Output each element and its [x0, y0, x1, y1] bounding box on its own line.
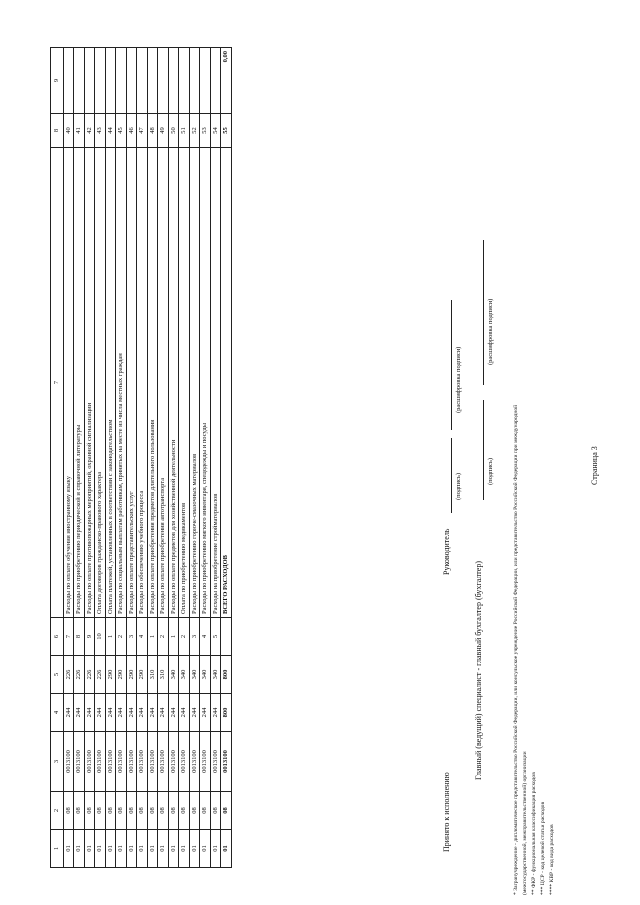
page-number: Страница 3: [590, 446, 599, 485]
chief-signature-line: [483, 400, 484, 500]
table-cell-col-2: 08: [200, 792, 210, 830]
table-cell-col-7: Оплата договоров гражданско-правового характера: [95, 148, 105, 618]
table-cell-col-3: 0013100: [168, 732, 178, 792]
table-cell-col-5: 290: [116, 656, 126, 694]
table-row: [95, 48, 105, 868]
table-cell-col-5: 290: [137, 656, 147, 694]
table-cell-col-1: 01: [64, 830, 74, 868]
table-cell-col-7: Расходы по социальным выплатам работникам, принятых на месте из числа местных граждан: [116, 148, 126, 618]
table-cell-col-4: 244: [74, 694, 84, 732]
head-name-caption: (расшифровка подписи): [455, 346, 462, 413]
table-cell-col-4: 244: [179, 694, 189, 732]
table-cell-col-1: 01: [105, 830, 115, 868]
table-cell-col-9: [147, 48, 157, 114]
table-cell-col-2: 08: [168, 792, 178, 830]
table-cell-col-7: Расходы по приобретению горюче-смазочных материалов: [189, 148, 199, 618]
table-cell-col-3: 3: [51, 732, 64, 792]
table-cell-col-4: 244: [126, 694, 136, 732]
table-cell-col-6: 6: [51, 618, 64, 656]
expense-table: [50, 47, 232, 868]
table-cell-col-6: 2: [116, 618, 126, 656]
table-cell-col-9: [179, 48, 189, 114]
table-cell-col-8: 55: [221, 114, 231, 148]
table-row: [64, 48, 74, 868]
table-cell-col-4: 800: [221, 694, 231, 732]
table-cell-col-4: 244: [64, 694, 74, 732]
table-cell-col-7: Расходы по приобретению периодической и справочной литературы: [74, 148, 84, 618]
table-cell-col-8: 40: [64, 114, 74, 148]
table-cell-col-6: 3: [189, 618, 199, 656]
table-cell-col-6: [221, 618, 231, 656]
table-cell-col-3: 0013100: [200, 732, 210, 792]
table-cell-col-1: 01: [147, 830, 157, 868]
table-cell-col-1: 01: [168, 830, 178, 868]
table-cell-col-9: [74, 48, 84, 114]
table-cell-col-2: 08: [189, 792, 199, 830]
table-cell-col-8: 53: [200, 114, 210, 148]
table-cell-col-2: 2: [51, 792, 64, 830]
table-cell-col-6: 1: [147, 618, 157, 656]
table-cell-col-2: 08: [95, 792, 105, 830]
table-cell-col-5: 226: [95, 656, 105, 694]
table-cell-col-4: 244: [105, 694, 115, 732]
table-cell-col-6: 10: [95, 618, 105, 656]
table-cell-col-9: [158, 48, 168, 114]
table-cell-col-3: 0013100: [116, 732, 126, 792]
table-cell-col-4: 244: [200, 694, 210, 732]
table-cell-col-9: 0,00: [221, 48, 231, 114]
table-cell-col-1: 01: [116, 830, 126, 868]
table-cell-col-1: 01: [126, 830, 136, 868]
table-cell-col-8: 45: [116, 114, 126, 148]
table-cell-col-2: 08: [64, 792, 74, 830]
table-cell-col-4: 244: [210, 694, 220, 732]
table-cell-col-5: 290: [105, 656, 115, 694]
table-cell-col-2: 08: [126, 792, 136, 830]
table-cell-col-3: 0013100: [105, 732, 115, 792]
table-cell-col-8: 50: [168, 114, 178, 148]
table-cell-col-8: 8: [51, 114, 64, 148]
table-cell-col-6: 7: [64, 618, 74, 656]
table-cell-col-1: 01: [179, 830, 189, 868]
table-cell-col-9: 9: [51, 48, 64, 114]
table-cell-col-5: 310: [158, 656, 168, 694]
table-cell-col-9: [137, 48, 147, 114]
table-cell-col-7: Расходы по оплате приобретения автотранспорта: [158, 148, 168, 618]
table-cell-col-2: 08: [147, 792, 157, 830]
table-cell-col-2: 08: [221, 792, 231, 830]
table-cell-col-8: 49: [158, 114, 168, 148]
header-row: [51, 48, 64, 868]
table-cell-col-7: Расходы по приобретению мягкого инвентаря, спецодежды и посуды: [200, 148, 210, 618]
table-cell-col-7: Расходы по оплате противопожарных мероприятий, охранной сигнализации: [84, 148, 94, 618]
table-cell-col-3: 0013100: [126, 732, 136, 792]
table-cell-col-6: 2: [158, 618, 168, 656]
table-cell-col-9: [95, 48, 105, 114]
table-cell-col-3: 0013100: [137, 732, 147, 792]
table-cell-col-1: 01: [189, 830, 199, 868]
table-cell-col-3: 0013100: [210, 732, 220, 792]
table-cell-col-4: 244: [84, 694, 94, 732]
table-cell-col-5: 226: [84, 656, 94, 694]
table-cell-col-2: 08: [158, 792, 168, 830]
table-cell-col-4: 244: [189, 694, 199, 732]
table-cell-col-9: [210, 48, 220, 114]
table-cell-col-4: 244: [168, 694, 178, 732]
footnote-4: *** ЦСР - код целевой статьи расходов: [540, 801, 546, 895]
head-signature-caption: (подпись): [455, 473, 462, 500]
table-cell-col-5: 800: [221, 656, 231, 694]
table-row: [158, 48, 168, 868]
table-cell-col-4: 244: [95, 694, 105, 732]
table-row: [147, 48, 157, 868]
total-row: [221, 48, 231, 868]
table-row: [179, 48, 189, 868]
table-cell-col-5: 340: [168, 656, 178, 694]
table-cell-col-5: 340: [200, 656, 210, 694]
table-cell-col-5: 340: [189, 656, 199, 694]
table-row: [189, 48, 199, 868]
table-cell-col-3: 0013100: [95, 732, 105, 792]
footnote-3: ** ФКР - функциональная классификация расходов: [531, 772, 537, 895]
table-cell-col-8: 48: [147, 114, 157, 148]
table-cell-col-1: 1: [51, 830, 64, 868]
table-cell-col-6: 5: [210, 618, 220, 656]
table-row: [210, 48, 220, 868]
head-name-line: [451, 300, 452, 430]
table-cell-col-8: 54: [210, 114, 220, 148]
table-cell-col-2: 08: [116, 792, 126, 830]
table-cell-col-1: 01: [221, 830, 231, 868]
table-cell-col-3: 0013100: [221, 732, 231, 792]
chief-signature-caption: (подпись): [487, 458, 494, 485]
table-cell-col-5: 226: [64, 656, 74, 694]
table-cell-col-4: 4: [51, 694, 64, 732]
table-row: [116, 48, 126, 868]
table-cell-col-1: 01: [210, 830, 220, 868]
head-signature-line: [451, 438, 452, 513]
footnote-5: **** КВР - код вида расходов: [549, 824, 555, 895]
table-row: [126, 48, 136, 868]
accepted-label: Принято к исполнению: [442, 772, 451, 852]
table-cell-col-5: 290: [126, 656, 136, 694]
table-cell-col-2: 08: [105, 792, 115, 830]
table-cell-col-6: 1: [168, 618, 178, 656]
table-cell-col-1: 01: [74, 830, 84, 868]
head-label: Руководитель: [442, 528, 451, 575]
table-cell-col-7: Расходы по оплате приобретения предметов длительного пользования: [147, 148, 157, 618]
table-cell-col-8: 41: [74, 114, 84, 148]
table-cell-col-7: Расходы по обеспечению учебного процесса: [137, 148, 147, 618]
table-cell-col-2: 08: [179, 792, 189, 830]
table-cell-col-3: 0013100: [189, 732, 199, 792]
table-cell-col-9: [200, 48, 210, 114]
table-cell-col-3: 0013100: [74, 732, 84, 792]
table-row: [137, 48, 147, 868]
table-cell-col-2: 08: [210, 792, 220, 830]
table-cell-col-6: 8: [74, 618, 84, 656]
table-cell-col-1: 01: [84, 830, 94, 868]
table-cell-col-6: 9: [84, 618, 94, 656]
table-cell-col-8: 42: [84, 114, 94, 148]
table-cell-col-2: 08: [74, 792, 84, 830]
table-cell-col-9: [126, 48, 136, 114]
table-cell-col-7: Расходы по оплате предметов для хозяйственной деятельности: [168, 148, 178, 618]
table-row: [74, 48, 84, 868]
table-row: [84, 48, 94, 868]
table-cell-col-7: Оплата по приобретению медикаментов: [179, 148, 189, 618]
table-cell-col-8: 47: [137, 114, 147, 148]
table-cell-col-7: Расходы на приобретение стройматериалов: [210, 148, 220, 618]
table-cell-col-9: [168, 48, 178, 114]
table-cell-col-2: 08: [137, 792, 147, 830]
chief-name-caption: (расшифровка подписи): [487, 298, 494, 365]
table-cell-col-1: 01: [158, 830, 168, 868]
table-cell-col-6: 1: [105, 618, 115, 656]
table-cell-col-1: 01: [137, 830, 147, 868]
table-cell-col-6: 4: [200, 618, 210, 656]
table-cell-col-8: 51: [179, 114, 189, 148]
table-cell-col-4: 244: [147, 694, 157, 732]
chief-accountant-label: Главный (ведущий) специалист - главный бухгалтер (бухгалтер): [474, 560, 483, 780]
table-row: [105, 48, 115, 868]
table-cell-col-5: 310: [147, 656, 157, 694]
table-cell-col-9: [189, 48, 199, 114]
footnote-1: * Загранучреждение - дипломатическое представительство Российской Федерации, или консульское учреждение Российской Федерации, или представительство Российской Федерации при международной: [513, 404, 519, 895]
table-cell-col-2: 08: [84, 792, 94, 830]
table-cell-col-7: 7: [51, 148, 64, 618]
table-cell-col-8: 52: [189, 114, 199, 148]
table-cell-col-8: 44: [105, 114, 115, 148]
table-cell-col-3: 0013100: [158, 732, 168, 792]
table-cell-col-5: 340: [179, 656, 189, 694]
table-cell-col-1: 01: [95, 830, 105, 868]
table-cell-col-4: 244: [116, 694, 126, 732]
table-cell-col-3: 0013100: [84, 732, 94, 792]
table-row: [168, 48, 178, 868]
table-cell-col-7: Расходы по оплате обучения иностранному языку: [64, 148, 74, 618]
footnote-2: (межгосударственной, межправительственной) организации: [522, 751, 528, 895]
table-cell-col-6: 2: [179, 618, 189, 656]
chief-name-line: [483, 240, 484, 385]
table-cell-col-3: 0013100: [147, 732, 157, 792]
table-cell-col-7: Расходы по оплате представительских услуг: [126, 148, 136, 618]
table-cell-col-3: 0013100: [64, 732, 74, 792]
table-cell-col-7: ВСЕГО РАСХОДОВ: [221, 148, 231, 618]
table-row: [200, 48, 210, 868]
table-cell-col-9: [64, 48, 74, 114]
table-cell-col-6: 3: [126, 618, 136, 656]
table-cell-col-6: 4: [137, 618, 147, 656]
table-cell-col-3: 0013100: [179, 732, 189, 792]
table-cell-col-7: Оплата платежей, установленных в соответствии с законодательством: [105, 148, 115, 618]
table-cell-col-4: 244: [158, 694, 168, 732]
table-cell-col-5: 340: [210, 656, 220, 694]
table-cell-col-8: 46: [126, 114, 136, 148]
table-cell-col-5: 226: [74, 656, 84, 694]
table-cell-col-9: [105, 48, 115, 114]
table-cell-col-9: [84, 48, 94, 114]
table-cell-col-4: 244: [137, 694, 147, 732]
table-cell-col-1: 01: [200, 830, 210, 868]
table-cell-col-5: 5: [51, 656, 64, 694]
table-cell-col-9: [116, 48, 126, 114]
table-cell-col-8: 43: [95, 114, 105, 148]
